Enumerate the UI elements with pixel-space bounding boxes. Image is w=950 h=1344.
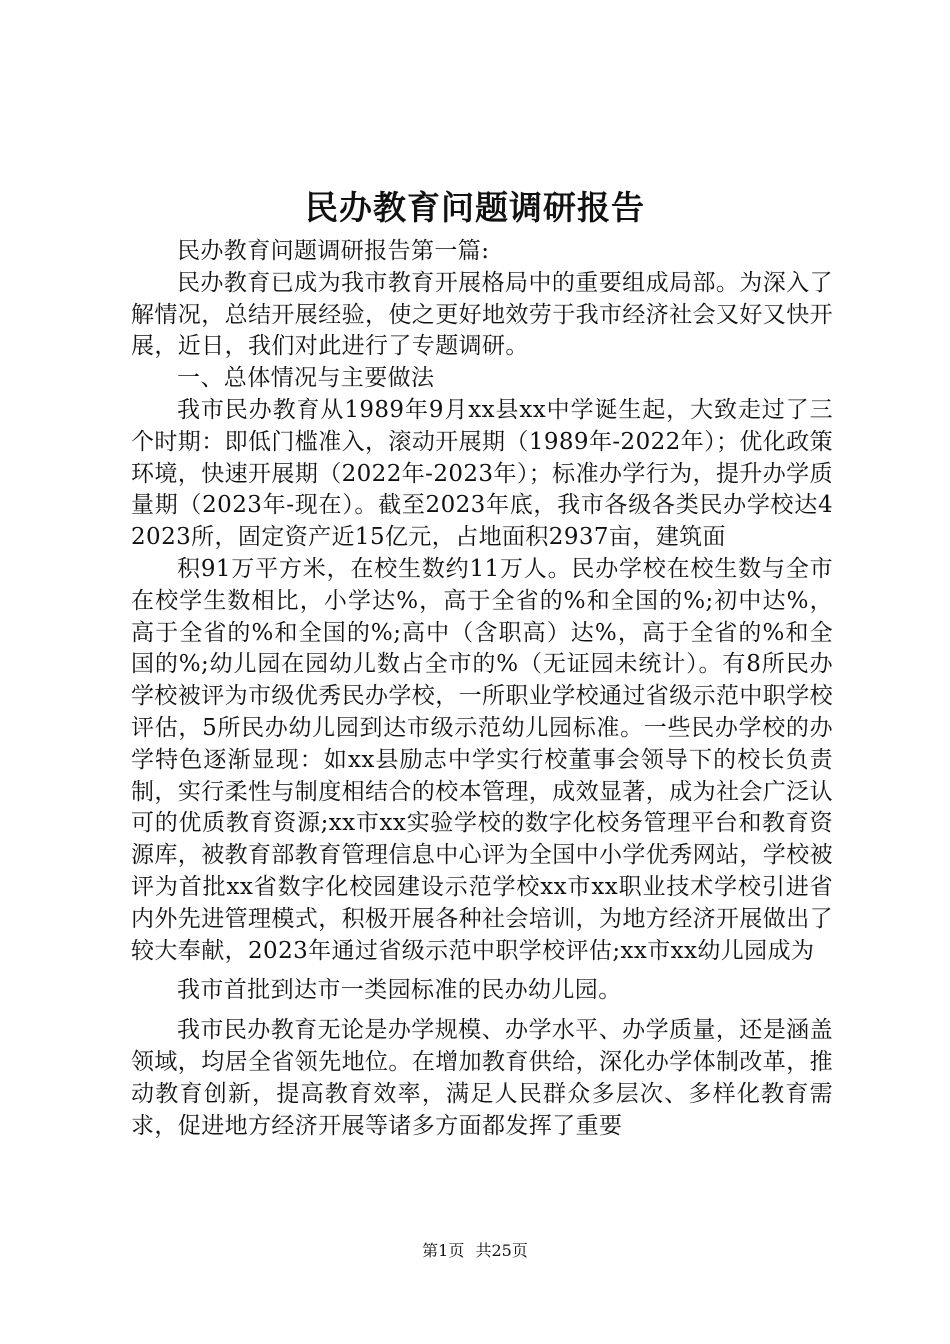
document-body xyxy=(131,236,833,1142)
paragraph-statistics: 积91万平方米，在校生数约11万人。民办学校在校生数与全市在校学生数相比，小学达%，高于全省的%和全国的%;初中达%，高于全省的%和全国的%;高中（含职高）达%，高于全省的%和全国的%;幼儿园在园幼儿数占全市的%（无证园未统计）。有8所民办学校被评为市级优秀民办学校，一所职业学校通过省级示范中职学校评估，5所民办幼儿园到达市级示范幼儿园标准。一些民办学校的办学特色逐渐显现：如xx县励志中学实行校董事会领导下的校长负责制，实行柔性与制度相结合的校本管理，成效显著，成为社会广泛认可的优质教育资源;xx市xx实验学校的数字化校务管理平台和教育资源库，被教育部教育管理信息中心评为全国中小学优秀网站，学校被评为首批xx省数字化校园建设示范学校xx市xx职业技术学校引进省内外先进管理模式，积极开展各种社会培训，为地方经济开展做出了较大奉献，2023年通过省级示范中职学校评估;xx市xx幼儿园成为 xyxy=(131,555,833,964)
page-total: 共25页 xyxy=(475,1241,528,1260)
paragraph-achievements: 我市民办教育无论是办学规模、办学水平、办学质量，还是涵盖领域，均居全省领先地位。在增加教育供给，深化办学体制改革，推动教育创新，提高教育效率，满足人民群众多层次、多样化教育需求，促进地方经济开展等诸多方面都发挥了重要 xyxy=(131,1017,833,1139)
paragraph-purpose: 民办教育已成为我市教育开展格局中的重要组成局部。为深入了解情况，总结开展经验，使之更好地效劳于我市经济社会又好又快开展，近日，我们对此进行了专题调研。 xyxy=(131,269,833,360)
paragraph-history: 我市民办教育从1989年9月xx县xx中学诞生起，大致走过了三个时期：即低门槛准入，滚动开展期（1989年-2022年）；优化政策环境，快速开展期（2022年-2023年）；标准办学行为，提升办学质量期（2023年-现在）。截至2023年底，我市各级各类民办学校达42023所，固定资产近15亿元，占地面积2937亩，建筑面 xyxy=(131,396,833,551)
section-heading-overview: 一、总体情况与主要做法 xyxy=(177,365,435,392)
page-number: 第1页 xyxy=(422,1241,465,1260)
paragraph-first-batch: 我市首批到达市一类园标准的民办幼儿园。 xyxy=(177,977,622,1004)
page-footer xyxy=(0,1241,950,1261)
paragraph-intro-heading: 民办教育问题调研报告第一篇: xyxy=(177,238,490,264)
document-title: 民办教育问题调研报告 xyxy=(305,188,645,227)
